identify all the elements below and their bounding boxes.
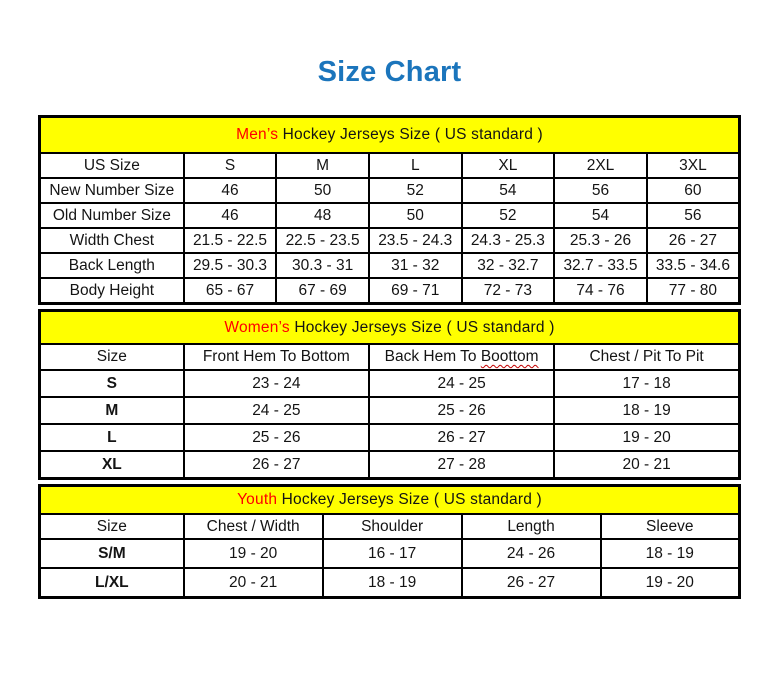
size-value-cell: 50 — [369, 203, 462, 228]
size-value-cell: 52 — [369, 178, 462, 203]
column-header: Size — [40, 514, 184, 539]
column-header: 2XL — [554, 153, 647, 178]
size-value-cell: 22.5 - 23.5 — [276, 228, 369, 253]
size-value-cell: 30.3 - 31 — [276, 253, 369, 278]
size-value-cell: 20 - 21 — [554, 451, 739, 479]
size-value-cell: 27 - 28 — [369, 451, 554, 479]
size-value-cell: 26 - 27 — [369, 424, 554, 451]
column-header: Chest / Width — [184, 514, 323, 539]
table-row — [40, 539, 740, 568]
size-value-cell: 19 - 20 — [184, 539, 323, 568]
size-value-cell: 25 - 26 — [184, 424, 369, 451]
table-row — [40, 370, 740, 397]
size-value-cell: 46 — [184, 178, 277, 203]
size-value-cell: 54 — [462, 178, 555, 203]
size-value-cell: 56 — [554, 178, 647, 203]
womens-banner-row — [40, 311, 740, 345]
column-header: Front Hem To Bottom — [184, 344, 369, 370]
size-value-cell: 29.5 - 30.3 — [184, 253, 277, 278]
row-label: Old Number Size — [40, 203, 184, 228]
youth-banner-highlight: Youth — [237, 491, 278, 508]
size-value-cell: 32.7 - 33.5 — [554, 253, 647, 278]
column-header: Length — [462, 514, 601, 539]
row-label: XL — [40, 451, 184, 479]
size-value-cell: 25.3 - 26 — [554, 228, 647, 253]
size-value-cell: 25 - 26 — [369, 397, 554, 424]
mens-banner-text: Hockey Jerseys Size ( US standard ) — [278, 126, 543, 143]
womens-size-table — [38, 309, 741, 480]
size-value-cell: 19 - 20 — [554, 424, 739, 451]
youth-size-table — [38, 484, 741, 599]
size-value-cell: 67 - 69 — [276, 278, 369, 304]
table-row — [40, 568, 740, 598]
size-value-cell: 52 — [462, 203, 555, 228]
row-label: S — [40, 370, 184, 397]
size-value-cell: 46 — [184, 203, 277, 228]
table-row — [40, 397, 740, 424]
column-header: Size — [40, 344, 184, 370]
size-value-cell: 26 - 27 — [647, 228, 740, 253]
size-value-cell: 24 - 25 — [369, 370, 554, 397]
table-row — [40, 278, 740, 304]
mens-size-table — [38, 115, 741, 305]
column-header: M — [276, 153, 369, 178]
womens-banner — [40, 311, 740, 345]
size-value-cell: 77 - 80 — [647, 278, 740, 304]
size-value-cell: 16 - 17 — [323, 539, 462, 568]
size-value-cell: 23.5 - 24.3 — [369, 228, 462, 253]
mens-banner — [40, 117, 740, 154]
row-label: S/M — [40, 539, 184, 568]
row-label: Back Length — [40, 253, 184, 278]
column-header: Back Hem To Boottom — [369, 344, 554, 370]
column-header: S — [184, 153, 277, 178]
size-value-cell: 18 - 19 — [554, 397, 739, 424]
womens-header-row — [40, 344, 740, 370]
size-value-cell: 20 - 21 — [184, 568, 323, 598]
row-label: L — [40, 424, 184, 451]
column-header: L — [369, 153, 462, 178]
size-value-cell: 21.5 - 22.5 — [184, 228, 277, 253]
size-value-cell: 18 - 19 — [601, 539, 740, 568]
table-row — [40, 178, 740, 203]
size-value-cell: 24 - 25 — [184, 397, 369, 424]
column-header: XL — [462, 153, 555, 178]
column-header: Shoulder — [323, 514, 462, 539]
size-value-cell: 19 - 20 — [601, 568, 740, 598]
column-header: Chest / Pit To Pit — [554, 344, 739, 370]
row-label: L/XL — [40, 568, 184, 598]
size-value-cell: 17 - 18 — [554, 370, 739, 397]
size-value-cell: 50 — [276, 178, 369, 203]
size-value-cell: 31 - 32 — [369, 253, 462, 278]
size-value-cell: 56 — [647, 203, 740, 228]
youth-banner — [40, 486, 740, 515]
mens-header-row — [40, 153, 740, 178]
size-value-cell: 26 - 27 — [184, 451, 369, 479]
row-label: Width Chest — [40, 228, 184, 253]
size-value-cell: 54 — [554, 203, 647, 228]
size-value-cell: 24 - 26 — [462, 539, 601, 568]
column-header: 3XL — [647, 153, 740, 178]
table-row — [40, 228, 740, 253]
size-value-cell: 33.5 - 34.6 — [647, 253, 740, 278]
table-row — [40, 253, 740, 278]
size-value-cell: 74 - 76 — [554, 278, 647, 304]
column-header: Sleeve — [601, 514, 740, 539]
size-value-cell: 65 - 67 — [184, 278, 277, 304]
size-value-cell: 60 — [647, 178, 740, 203]
page-title: Size Chart — [317, 56, 462, 88]
size-value-cell: 72 - 73 — [462, 278, 555, 304]
row-label: Body Height — [40, 278, 184, 304]
youth-banner-row — [40, 486, 740, 515]
row-label: New Number Size — [40, 178, 184, 203]
table-row — [40, 203, 740, 228]
size-value-cell: 24.3 - 25.3 — [462, 228, 555, 253]
column-header: US Size — [40, 153, 184, 178]
size-value-cell: 18 - 19 — [323, 568, 462, 598]
table-row — [40, 451, 740, 479]
size-tables-container — [38, 115, 741, 599]
mens-banner-row — [40, 117, 740, 154]
womens-banner-text: Hockey Jerseys Size ( US standard ) — [289, 318, 555, 336]
youth-banner-text: Hockey Jerseys Size ( US standard ) — [277, 491, 542, 508]
size-value-cell: 48 — [276, 203, 369, 228]
misspelled-word: Boottom — [480, 348, 539, 365]
mens-banner-highlight: Men’s — [236, 126, 279, 143]
size-value-cell: 69 - 71 — [369, 278, 462, 304]
womens-banner-highlight: Women’s — [224, 318, 290, 336]
youth-header-row — [40, 514, 740, 539]
row-label: M — [40, 397, 184, 424]
size-value-cell: 26 - 27 — [462, 568, 601, 598]
table-row — [40, 424, 740, 451]
size-value-cell: 23 - 24 — [184, 370, 369, 397]
size-value-cell: 32 - 32.7 — [462, 253, 555, 278]
